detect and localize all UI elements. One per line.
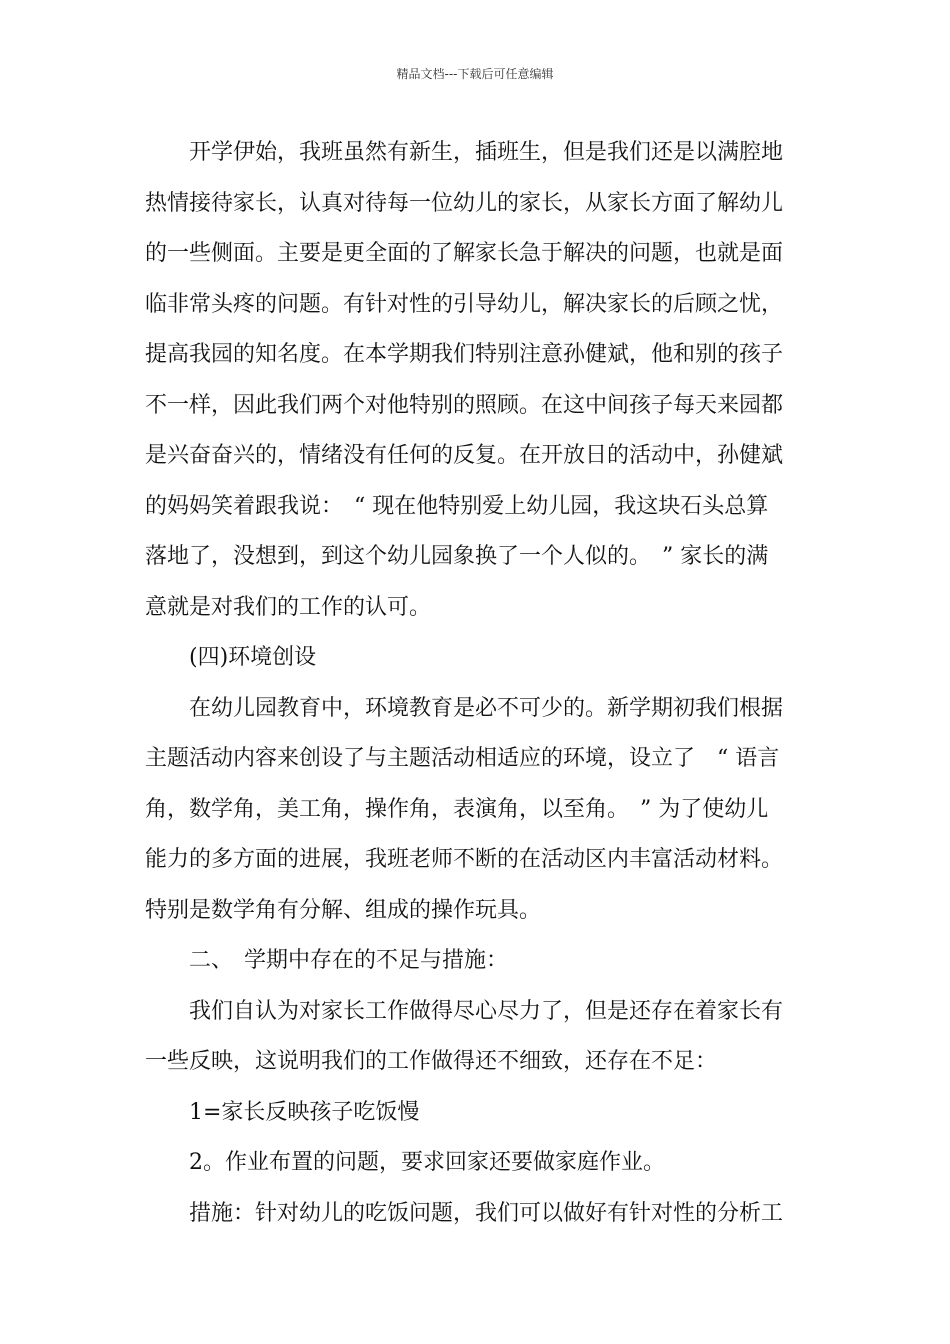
text-line: 能力的多方面的进展，我班老师不断的在活动区内丰富活动材料。	[145, 847, 784, 872]
heading-line: 二、 学期中存在的不足与措施：	[145, 948, 509, 973]
page-header: 精品文档---下载后可任意编辑	[396, 67, 554, 81]
paragraph-measures	[145, 1189, 809, 1240]
text-line: 开学伊始，我班虽然有新生，插班生，但是我们还是以满腔地	[145, 140, 784, 165]
text-line: 在幼儿园教育中，环境教育是必不可少的。新学期初我们根据	[145, 695, 784, 721]
text-line: 是兴奋奋兴的，情绪没有任何的反复。在开放日的活动中，孙健斌	[145, 443, 784, 468]
text-line: 主题活动内容来创设了与主题活动相适应的环境，设立了 “ 语言	[145, 746, 780, 771]
text-line: 2。作业布置的问题，要求回家还要做家庭作业。	[145, 1150, 665, 1175]
section-heading-shortcomings	[145, 936, 809, 987]
text-line: 临非常头疼的问题。有针对性的引导幼儿，解决家长的后顾之忧，	[145, 291, 784, 317]
text-line: 的妈妈笑着跟我说： “ 现在他特别爱上幼儿园，我这块石头总算	[145, 493, 769, 519]
list-item-1	[145, 1088, 809, 1139]
paragraph-shortcomings	[145, 987, 809, 1088]
text-line: 我们自认为对家长工作做得尽心尽力了，但是还存在着家长有	[145, 998, 784, 1024]
text-line: 角，数学角，美工角，操作角，表演角，以至角。 ” 为了使幼儿	[145, 796, 769, 822]
text-line: 1=家长反映孩子吃饭慢	[145, 1099, 420, 1125]
text-line: 的一些侧面。主要是更全面的了解家长急于解决的问题，也就是面	[145, 241, 784, 266]
list-item-2	[145, 1138, 809, 1189]
text-line: 意就是对我们的工作的认可。	[145, 594, 432, 620]
text-line: 热情接待家长，认真对待每一位幼儿的家长，从家长方面了解幼儿	[145, 190, 784, 216]
text-line: 一些反映，这说明我们的工作做得还不细致，还存在不足：	[145, 1049, 718, 1074]
text-line: 措施：针对幼儿的吃饭问题，我们可以做好有针对性的分析工	[145, 1200, 784, 1226]
paragraph-parent-communication	[145, 128, 809, 633]
text-line: 特别是数学角有分解、组成的操作玩具。	[145, 897, 542, 923]
text-line: 落地了，没想到，到这个幼儿园象换了一个人似的。 ” 家长的满	[145, 544, 769, 569]
document-body	[145, 128, 809, 1239]
paragraph-environment	[145, 684, 809, 937]
text-line: 提高我园的知名度。在本学期我们特别注意孙健斌，他和别的孩子	[145, 342, 784, 367]
text-line: 不一样，因此我们两个对他特别的照顾。在这中间孩子每天来园都	[145, 392, 784, 418]
section-heading-environment	[145, 633, 809, 684]
heading-line: (四)环境创设	[145, 645, 317, 670]
